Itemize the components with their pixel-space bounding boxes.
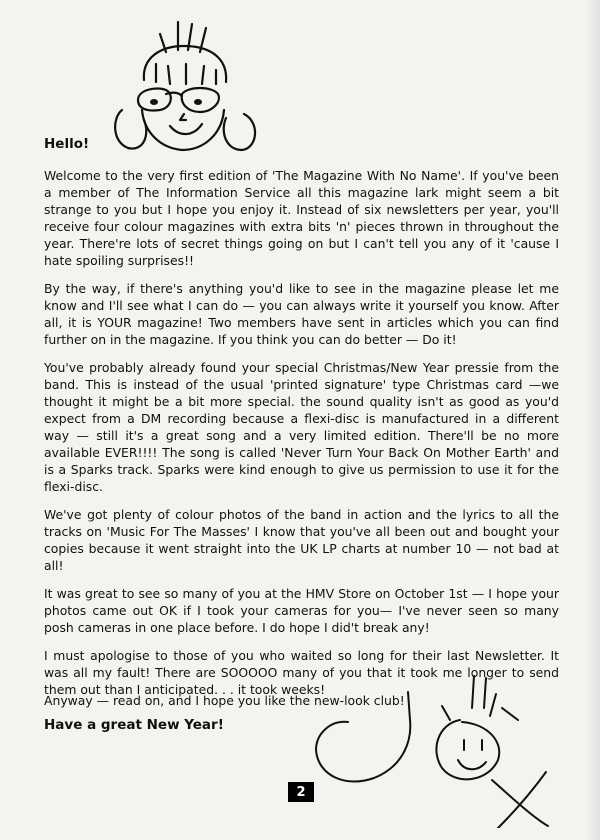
letter-body: [44, 167, 559, 709]
paragraph-welcome: Welcome to the very first edition of 'The Magazine With No Name'. If you've been a member of The Information Service all this magazine lark might seem a bit strange to you but I hope you enjoy it. Instead of six newsletters per year, you'll receive four colour magazines with extra bits 'n' pieces thrown in throughout the year. There're lots of secret things going on but I can't tell you any of it 'cause I hate spoiling surprises!!: [44, 168, 559, 268]
paragraph-flexi-disc: You've probably already found your special Christmas/New Year pressie from the band. This is instead of the usual 'printed signature' type Christmas card —we thought it might be a bit more special. the sound quality isn't as good as you'd expect from a DM recording because a flexi-disc is manufactured in a different way — still it's a great song and a very limited edition. There'll be no more available EVER!!!! The song is called 'Never Turn Your Back On Mother Earth' and is a Sparks track. Sparks were kind enough to give us permission to use it for the flexi-disc.: [44, 360, 559, 494]
paragraph-photos-lyrics: We've got plenty of colour photos of the band in action and the lyrics to all the tracks on 'Music For The Masses' I know that you've all been out and bought your copies because it went straight into the UK LP charts at number 10 — not bad at all!: [44, 507, 559, 573]
page-edge-shadow: [586, 0, 600, 840]
signature-doodle: [312, 668, 562, 828]
paragraph-apology: I must apologise to those of you who waited so long for their last Newsletter. It was all my fault! There are SOOOOO many of you that it took me longer to send them out than I anticipated. . . it took weeks!: [44, 648, 559, 697]
paragraph-hmv-store: It was great to see so many of you at the HMV Store on October 1st — I hope your photos came out OK if I took your cameras for you— I've never seen so many posh cameras in one place before. I do hope I did't break any!: [44, 586, 559, 635]
cartoon-face-doodle: [108, 14, 260, 170]
greeting-heading: Hello!: [44, 136, 90, 152]
paragraph-by-the-way: By the way, if there's anything you'd like to see in the magazine please let me know and I'll see what I can do — you can always write it yourself you know. After all, it is YOUR magazine! Two members have sent in articles which you can find further on in the magazine. If you think you can do better — Do it!: [44, 281, 559, 347]
closing-line: Anyway — read on, and I hope you like the new-look club!: [44, 693, 405, 708]
page-number-badge: 2: [288, 782, 314, 802]
signoff-heading: Have a great New Year!: [44, 717, 224, 733]
